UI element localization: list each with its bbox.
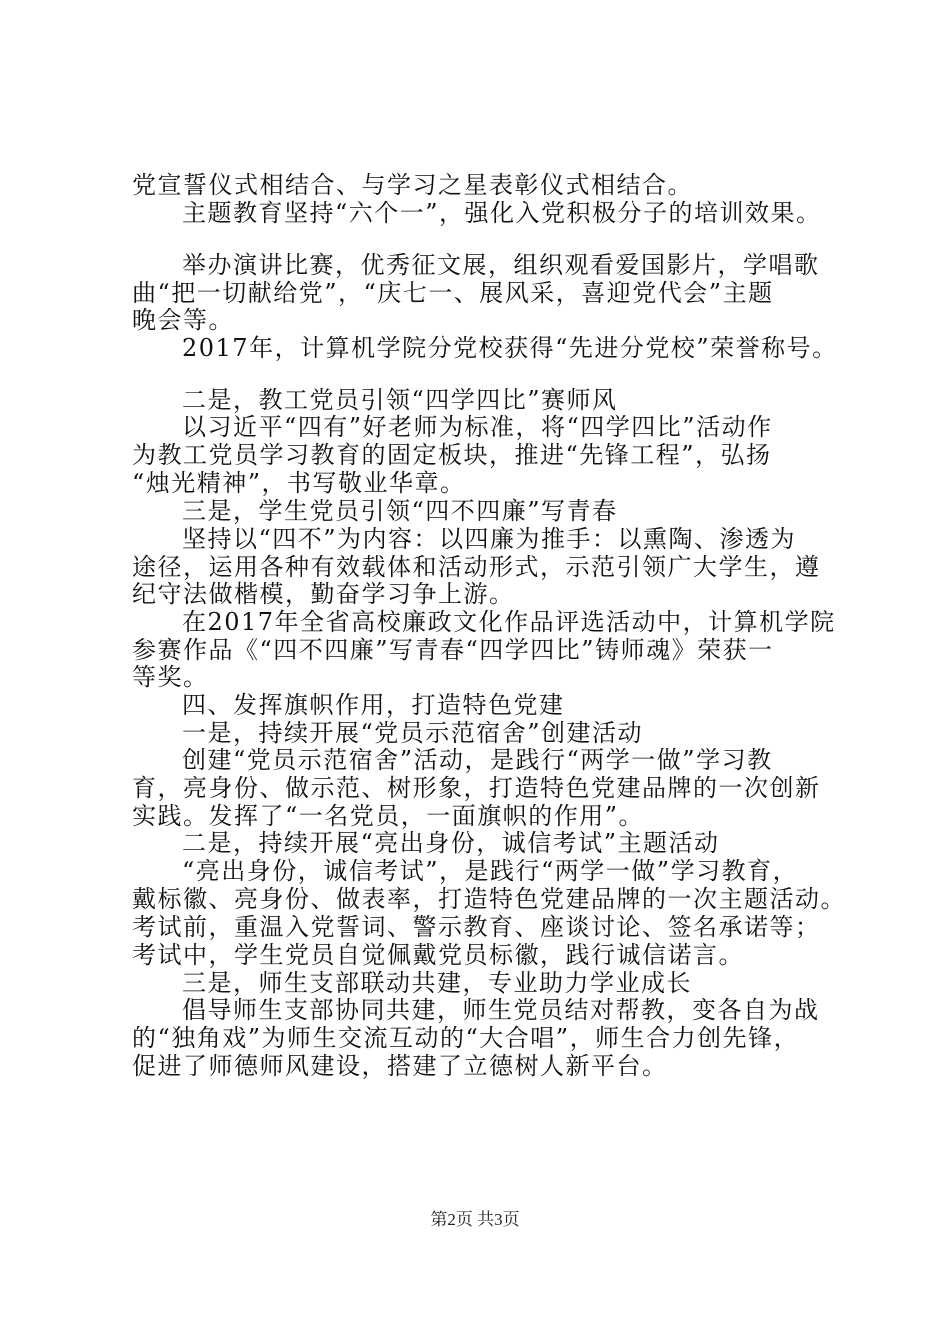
body-line: 途径，运用各种有效载体和活动形式，示范引领广大学生，遵 xyxy=(132,552,821,581)
section-heading: 二是，持续开展“亮出身份，诚信考试”主题活动 xyxy=(182,829,720,858)
section-heading: 一是，持续开展“党员示范宿舍”创建活动 xyxy=(182,719,644,747)
body-line: 实践。发挥了“一名党员，一面旗帜的作用”。 xyxy=(132,802,645,831)
body-line: 坚持以“四不”为内容：以四廉为推手：以熏陶、渗透为 xyxy=(182,524,797,553)
body-line: 倡导师生支部协同共建，师生党员结对帮教，变各自为战 xyxy=(182,995,820,1024)
body-line: 晚会等。 xyxy=(132,306,234,335)
body-line: 纪守法做楷模，勤奋学习争上游。 xyxy=(132,579,515,608)
body-line: 主题教育坚持“六个一”，强化入党积极分子的培训效果。 xyxy=(182,199,822,227)
page-footer: 第2页 共3页 xyxy=(430,1210,520,1229)
body-line: 以习近平“四有”好老师为标准，将“四学四比”活动作 xyxy=(182,413,773,442)
section-heading: 三是，学生党员引领“四不四廉”写青春 xyxy=(182,496,618,525)
body-line: 曲“把一切献给党”，“庆七一、展风采，喜迎党代会”主题 xyxy=(132,279,774,307)
body-line: 为教工党员学习教育的固定板块，推进“先锋工程”，弘扬 xyxy=(132,441,772,470)
body-line: 戴标徽、亮身份、做表率，打造特色党建品牌的一次主题活动。 xyxy=(132,885,846,914)
body-line: 创建“党员示范宿舍”活动，是践行“两学一做”学习教 xyxy=(182,746,773,775)
body-line: “亮出身份，诚信考试”，是践行“两学一做”学习教育， xyxy=(182,857,799,886)
section-heading: 二是，教工党员引领“四学四比”赛师风 xyxy=(182,386,618,415)
body-line: 2017年，计算机学院分党校获得“先进分党校”荣誉称号。 xyxy=(182,334,838,363)
body-line: 育，亮身份、做示范、树形象，打造特色党建品牌的一次创新 xyxy=(132,774,821,803)
body-line: 的“独角戏”为师生交流互动的“大合唱”，师生合力创先锋， xyxy=(132,1023,800,1052)
body-line: 在2017年全省高校廉政文化作品评选活动中，计算机学院 xyxy=(182,607,836,636)
body-line: “烛光精神”，书写敬业华章。 xyxy=(132,469,466,498)
body-line: 等奖。 xyxy=(132,663,209,691)
section-heading: 三是，师生支部联动共建，专业助力学业成长 xyxy=(182,968,692,997)
body-line: 举办演讲比赛，优秀征文展，组织观看爱国影片，学唱歌 xyxy=(182,251,820,279)
section-heading: 四、发挥旗帜作用，打造特色党建 xyxy=(182,691,565,719)
body-line: 参赛作品《“四不四廉”写青春“四学四比”铸师魂》荣获一 xyxy=(132,635,774,664)
body-line: 党宣誓仪式相结合、与学习之星表彰仪式相结合。 xyxy=(132,171,693,199)
body-line: 考试中，学生党员自觉佩戴党员标徽，践行诚信诺言。 xyxy=(132,940,744,969)
body-line: 考试前，重温入党誓词、警示教育、座谈讨论、签名承诺等； xyxy=(132,912,821,941)
body-line: 促进了师德师风建设，搭建了立德树人新平台。 xyxy=(132,1051,668,1080)
